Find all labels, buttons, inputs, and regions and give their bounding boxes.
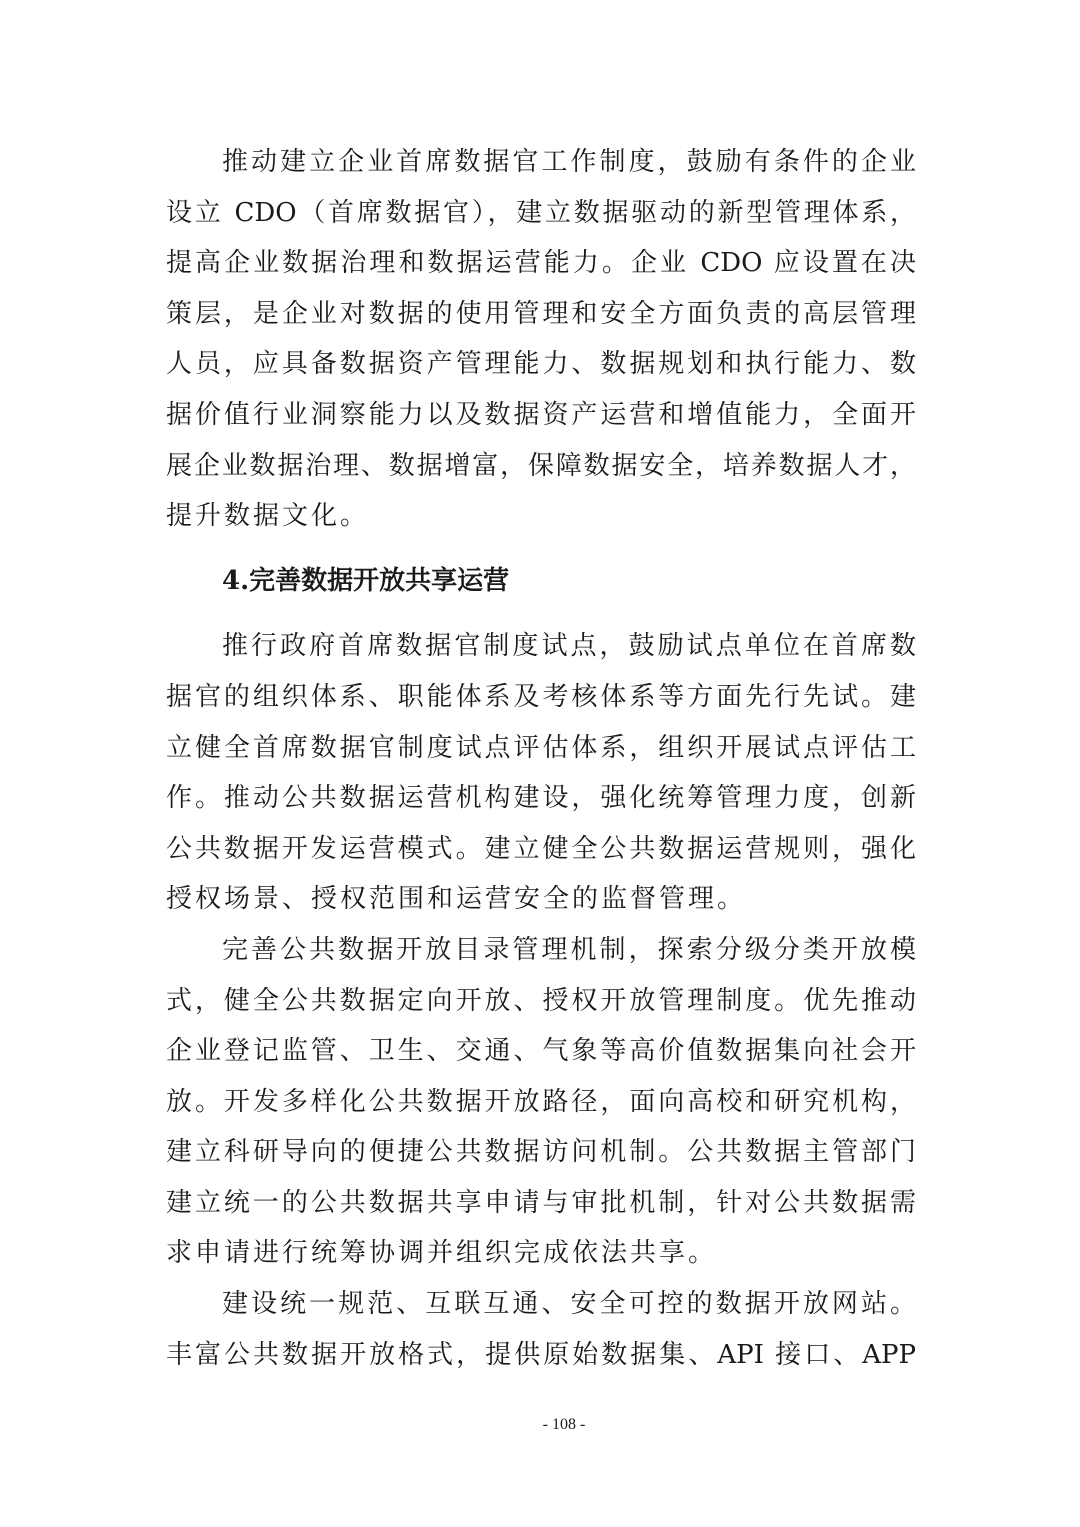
text-line: 完善公共数据开放目录管理机制，探索分级分类开放模 <box>222 934 916 965</box>
paragraph <box>166 925 916 1279</box>
paragraph <box>166 137 916 542</box>
text-line: 设立 CDO（首席数据官），建立数据驱动的新型管理体系， <box>166 197 916 228</box>
text-line: 人员，应具备数据资产管理能力、数据规划和执行能力、数 <box>166 349 916 380</box>
text-line: 求申请进行统筹协调并组织完成依法共享。 <box>166 1238 718 1269</box>
text-line: 立健全首席数据官制度试点评估体系，组织开展试点评估工 <box>166 732 916 763</box>
text-line: 建立科研导向的便捷公共数据访问机制。公共数据主管部门 <box>166 1137 916 1168</box>
text-line: 放。开发多样化公共数据开放路径，面向高校和研究机构， <box>166 1086 916 1117</box>
paragraph <box>166 621 916 925</box>
text-line: 推行政府首席数据官制度试点，鼓励试点单位在首席数 <box>222 631 916 662</box>
text-line: 据官的组织体系、职能体系及考核体系等方面先行先试。建 <box>166 681 916 712</box>
text-line: 作。推动公共数据运营机构建设，强化统筹管理力度，创新 <box>166 783 916 814</box>
text-line: 展企业数据治理、数据增富，保障数据安全，培养数据人才， <box>166 450 916 481</box>
text-line: 建设统一规范、互联互通、安全可控的数据开放网站。 <box>222 1289 916 1320</box>
text-line: 提升数据文化。 <box>166 501 370 532</box>
document-body <box>166 137 916 1380</box>
page-number: - 108 - <box>542 1416 586 1433</box>
text-line: 公共数据开发运营模式。建立健全公共数据运营规则，强化 <box>166 833 916 864</box>
section-after-heading <box>166 621 916 1380</box>
text-line: 企业登记监管、卫生、交通、气象等高价值数据集向社会开 <box>166 1036 916 1067</box>
text-line: 丰富公共数据开放格式，提供原始数据集、API 接口、APP <box>166 1339 916 1370</box>
section-before-heading <box>166 137 916 542</box>
text-line: 建立统一的公共数据共享申请与审批机制，针对公共数据需 <box>166 1187 916 1218</box>
text-line: 策层，是企业对数据的使用管理和安全方面负责的高层管理 <box>166 298 916 329</box>
text-line: 式，健全公共数据定向开放、授权开放管理制度。优先推动 <box>166 985 916 1016</box>
text-line: 据价值行业洞察能力以及数据资产运营和增值能力，全面开 <box>166 399 916 430</box>
text-line: 授权场景、授权范围和运营安全的监督管理。 <box>166 884 747 915</box>
section-heading: 4.完善数据开放共享运营 <box>222 566 510 597</box>
paragraph <box>166 1279 916 1380</box>
text-line: 提高企业数据治理和数据运营能力。企业 CDO 应设置在决 <box>166 248 916 279</box>
text-line: 推动建立企业首席数据官工作制度，鼓励有条件的企业 <box>222 147 916 177</box>
